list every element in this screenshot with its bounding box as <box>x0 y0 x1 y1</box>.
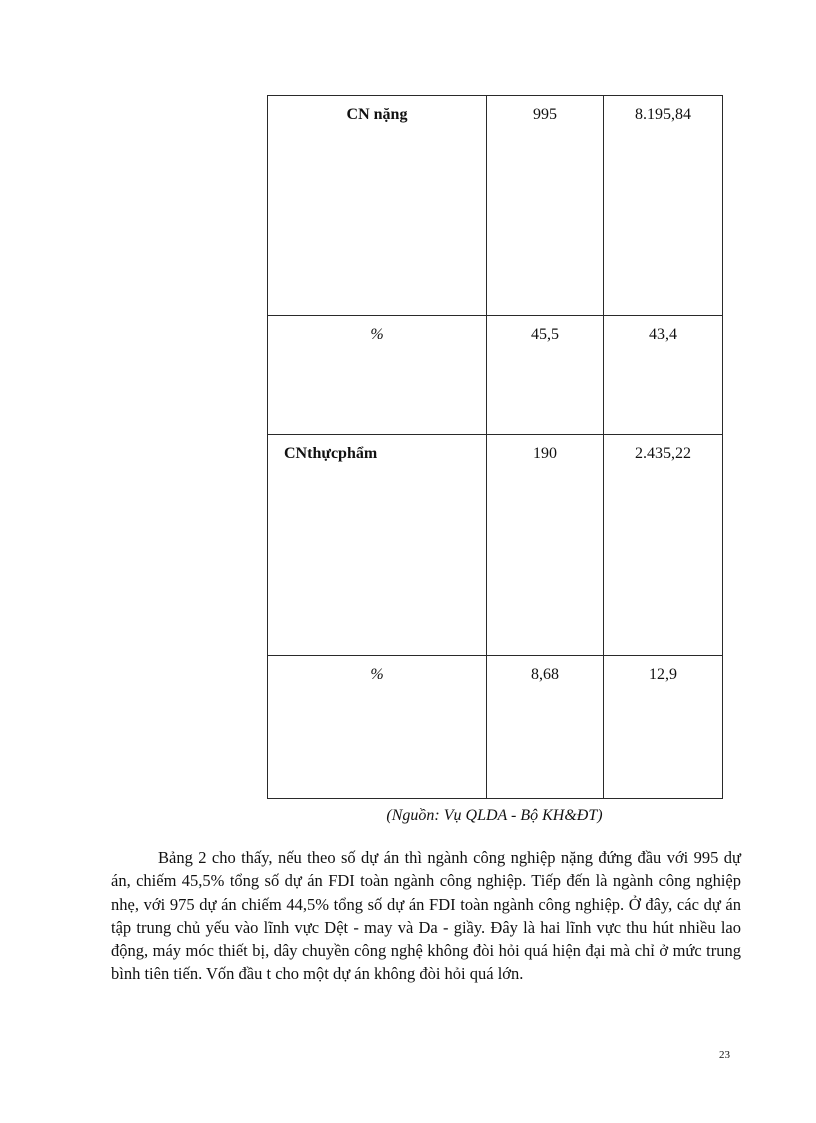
table-row <box>268 656 723 799</box>
table-row <box>268 96 723 316</box>
source-note: (Nguồn: Vụ QLDA - Bộ KH&ĐT) <box>386 807 603 824</box>
projects-cell: 995 <box>487 96 604 316</box>
capital-cell: 2.435,22 <box>604 435 723 656</box>
capital-cell: 43,4 <box>604 316 723 435</box>
row-label: CNthựcphẩm <box>268 435 487 656</box>
projects-cell: 8,68 <box>487 656 604 799</box>
body-paragraph: Bảng 2 cho thấy, nếu theo số dự án thì ngành công nghiệp nặng đứng đầu với 995 dự án, chiếm 45,5% tổng số dự án FDI toàn ngành công nghiệp. Tiếp đến là ngành công nghiệp nhẹ, với 975 dự án chiếm 44,5% tổng số dự án FDI toàn ngành công nghiệp. Ở đây, các dự án tập trung chủ yếu vào lĩnh vực Dệt - may và Da - giầy. Đây là hai lĩnh vực thu hút nhiều lao động, máy móc thiết bị, dây chuyền công nghệ không đòi hỏi quá hiện đại mà chỉ ở mức trung bình tiên tiến. Vốn đầu t cho một dự án không đòi hỏi quá lớn. <box>111 848 741 984</box>
projects-cell: 45,5 <box>487 316 604 435</box>
row-label: CN nặng <box>268 96 487 316</box>
data-table <box>267 95 723 799</box>
table-row <box>268 435 723 656</box>
table-row <box>268 316 723 435</box>
capital-cell: 12,9 <box>604 656 723 799</box>
row-label: % <box>268 656 487 799</box>
row-label: % <box>268 316 487 435</box>
projects-cell: 190 <box>487 435 604 656</box>
capital-cell: 8.195,84 <box>604 96 723 316</box>
page-number: 23 <box>719 1049 730 1061</box>
